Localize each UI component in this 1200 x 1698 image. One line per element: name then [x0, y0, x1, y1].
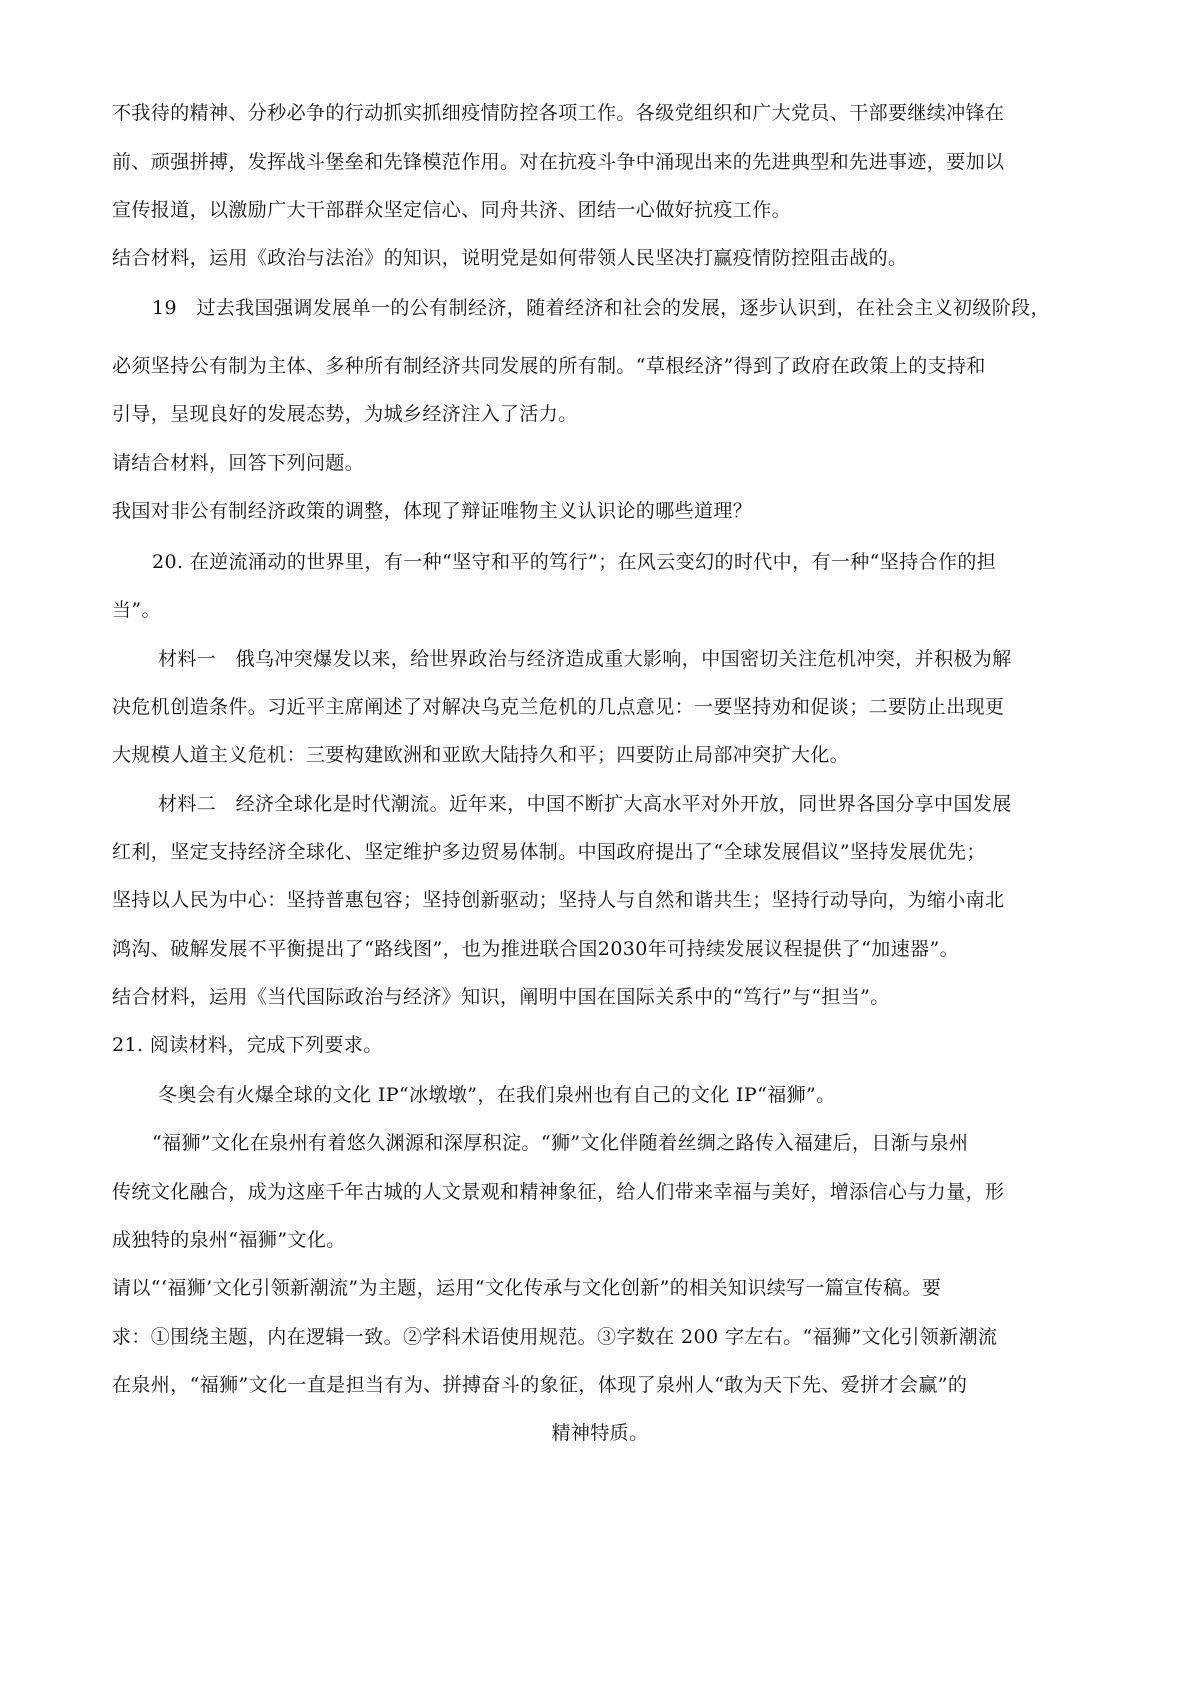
text-line: 精神特质。 — [551, 1422, 649, 1444]
text-line: 决危机创造条件。习近平主席阐述了对解决乌克兰危机的几点意见：一要坚持劝和促谈；二要防止出现更 — [112, 696, 1005, 718]
text-line: 引导，呈现良好的发展态势，为城乡经济注入了活力。 — [112, 403, 578, 425]
text-line: “福狮”文化在泉州有着悠久渊源和深厚积淀。“狮”文化伴随着丝绸之路传入福建后，日渐与泉州 — [152, 1132, 969, 1154]
text-line: 请以“‘福狮’文化引领新潮流”为主题，运用“文化传承与文化创新”的相关知识续写一篇宣传稿。要 — [112, 1277, 942, 1299]
text-line: 冬奥会有火爆全球的文化 IP“冰墩墩”，在我们泉州也有自己的文化 IP“福狮”。 — [158, 1084, 836, 1106]
question-20-stem: 20. 在逆流涌动的世界里，有一种“坚守和平的笃行”；在风云变幻的时代中，有一种“坚持合作的担 — [152, 551, 997, 573]
text-line: 请结合材料，回答下列问题。 — [112, 452, 365, 474]
text-line: 宣传报道，以激励广大干部群众坚定信心、同舟共济、团结一心做好抗疫工作。 — [112, 199, 792, 221]
text-line: 我国对非公有制经济政策的调整，体现了辩证唯物主义认识论的哪些道理？ — [112, 500, 753, 522]
material-one: 材料一 俄乌冲突爆发以来，给世界政治与经济造成重大影响，中国密切关注危机冲突，并积极为解 — [158, 648, 1012, 670]
text-line: 大规模人道主义危机：三要构建欧洲和亚欧大陆持久和平；四要防止局部冲突扩大化。 — [112, 744, 850, 766]
text-line: 在泉州，“福狮”文化一直是担当有为、拼搏奋斗的象征，体现了泉州人“敢为天下先、爱拼才会赢”的 — [112, 1374, 968, 1396]
text-line: 结合材料，运用《政治与法治》的知识，说明党是如何带领人民坚决打赢疫情防控阻击战的。 — [112, 247, 908, 269]
text-line: 结合材料，运用《当代国际政治与经济》知识，阐明中国在国际关系中的“笃行”与“担当”。 — [112, 986, 890, 1008]
text-line: 鸿沟、破解发展不平衡提出了“路线图”，也为推进联合国2030年可持续发展议程提供了“加速器”。 — [112, 938, 960, 960]
material-two: 材料二 经济全球化是时代潮流。近年来，中国不断扩大高水平对外开放，同世界各国分享中国发展 — [158, 793, 1012, 815]
text-line: 传统文化融合，成为这座千年古城的人文景观和精神象征，给人们带来幸福与美好，增添信心与力量，形 — [112, 1181, 1005, 1203]
text-line: 必须坚持公有制为主体、多种所有制经济共同发展的所有制。“草根经济”得到了政府在政策上的支持和 — [112, 355, 986, 377]
text-line: 前、顽强拼搏，发挥战斗堡垒和先锋模范作用。对在抗疫斗争中涌现出来的先进典型和先进事迹，要加以 — [112, 151, 1005, 173]
question-19-stem: 19 过去我国强调发展单一的公有制经济，随着经济和社会的发展，逐步认识到，在社会主义初级阶段， — [152, 297, 1050, 319]
text-line: 成独特的泉州“福狮”文化。 — [112, 1229, 346, 1251]
text-line: 求：①围绕主题，内在逻辑一致。②学科术语使用规范。③字数在 200 字左右。“福狮”文化引领新潮流 — [112, 1326, 998, 1348]
text-line: 当”。 — [112, 599, 161, 621]
text-line: 坚持以人民为中心：坚持普惠包容；坚持创新驱动；坚持人与自然和谐共生；坚持行动导向，为缩小南北 — [112, 889, 1005, 911]
text-line: 红利，坚定支持经济全球化、坚定维护多边贸易体制。中国政府提出了“全球发展倡议”坚持发展优先； — [112, 841, 986, 863]
text-line: 不我待的精神、分秒必争的行动抓实抓细疫情防控各项工作。各级党组织和广大党员、干部要继续冲锋在 — [112, 102, 1005, 124]
question-21-stem: 21. 阅读材料，完成下列要求。 — [112, 1034, 383, 1056]
